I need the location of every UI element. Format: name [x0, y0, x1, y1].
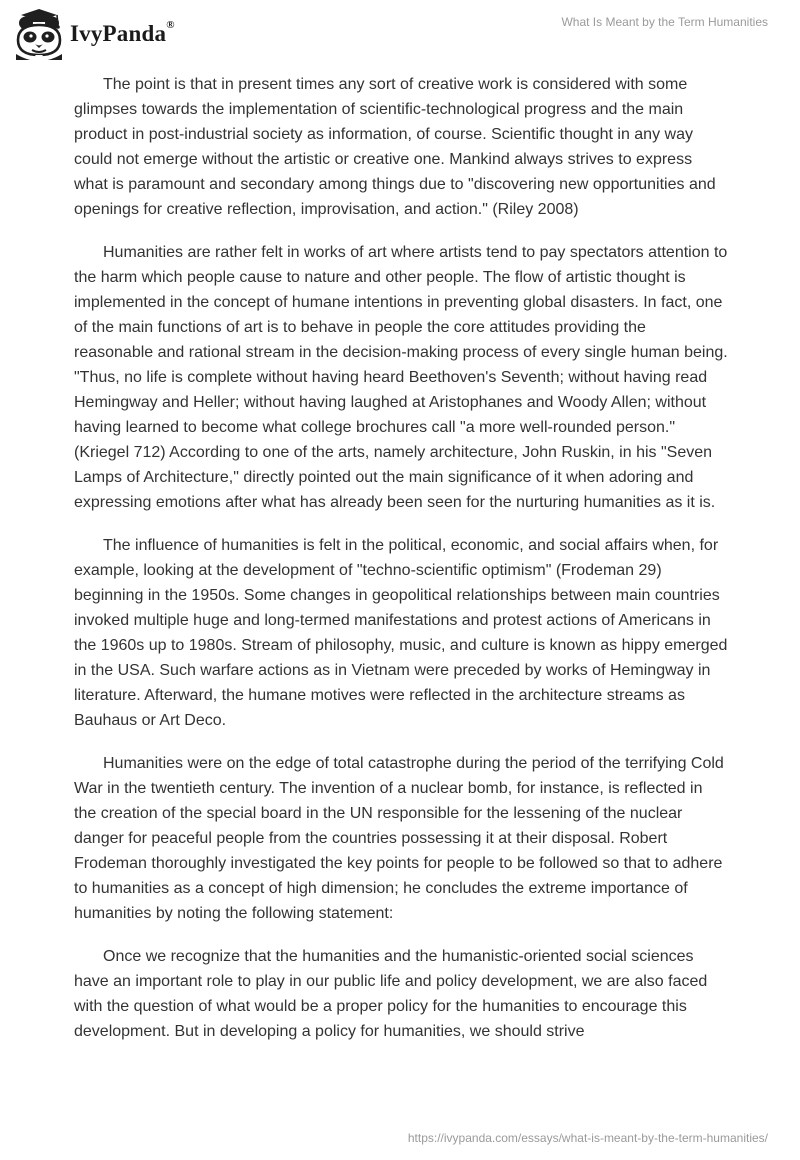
- source-url[interactable]: https://ivypanda.com/essays/what-is-meant-by-the-term-humanities/: [407, 1131, 768, 1145]
- essay-body: [74, 72, 728, 1062]
- paragraph: Once we recognize that the humanities and the humanistic-oriented social sciences have an important role to play in our public life and policy development, we are also faced with the question of what would be a proper policy for the humanities to encourage this development. But in developing a policy for humanities, we should strive: [74, 948, 708, 1040]
- panda-graduate-icon: [14, 8, 64, 60]
- paragraph: Humanities were on the edge of total catastrophe during the period of the terrifying Cold War in the twentieth century. The invention of a nuclear bomb, for instance, is reflected in the creation of the special board in the UN responsible for the lessening of the nuclear danger for peaceful people from the countries possessing it at their disposal. Robert Frodeman thoroughly investigated the key points for people to be followed so that to adhere to humanities as a concept of high dimension; he concludes the extreme importance of humanities by noting the following statement:: [74, 755, 724, 922]
- paragraph: Humanities are rather felt in works of art where artists tend to pay spectators attention to the harm which people cause to nature and other people. The flow of artistic thought is implemented in the concept of humane intentions in preventing global disasters. In fact, one of the main functions of art is to behave in people the core attitudes providing the reasonable and rational stream in the decision-making process of every single human being. "Thus, no life is complete without having heard Beethoven's Seventh; without having read Hemingway and Heller; without having laughed at Aristophanes and Woody Allen; without having learned to become what college brochures call "a more well-rounded person." (Kriegel 712) According to one of the arts, namely architecture, John Ruskin, in his "Seven Lamps of Architecture," directly pointed out the main significance of it when adoring and expressing emotions after what has already been seen for the nurturing humanities as it is.: [74, 244, 728, 511]
- document-title: What Is Meant by the Term Humanities: [561, 15, 768, 29]
- paragraph: The point is that in present times any sort of creative work is considered with some glimpses towards the implementation of scientific-technological progress and the main product in post-industrial society as information, of course. Scientific thought in any way could not emerge without the artistic or creative one. Mankind always strives to express what is paramount and secondary among things due to "discovering new opportunities and openings for creative reflection, improvisation, and action." (Riley 2008): [74, 76, 716, 218]
- paragraph: The influence of humanities is felt in the political, economic, and social affairs when, for example, looking at the development of "techno-scientific optimism" (Frodeman 29) beginning in the 1950s. Some changes in geopolitical relationships between main countries invoked multiple huge and long-termed manifestations and protest actions of Americans in the 1960s up to 1980s. Stream of philosophy, music, and culture is known as hippy emerged in the USA. Such warfare actions as in Vietnam were preceded by works of Hemingway in literature. Afterward, the humane motives were reflected in the architecture streams as Bauhaus or Art Deco.: [74, 537, 728, 729]
- ivypanda-logo[interactable]: [14, 8, 175, 60]
- page-header: [0, 0, 800, 70]
- brand-name: IvyPanda®: [70, 19, 175, 46]
